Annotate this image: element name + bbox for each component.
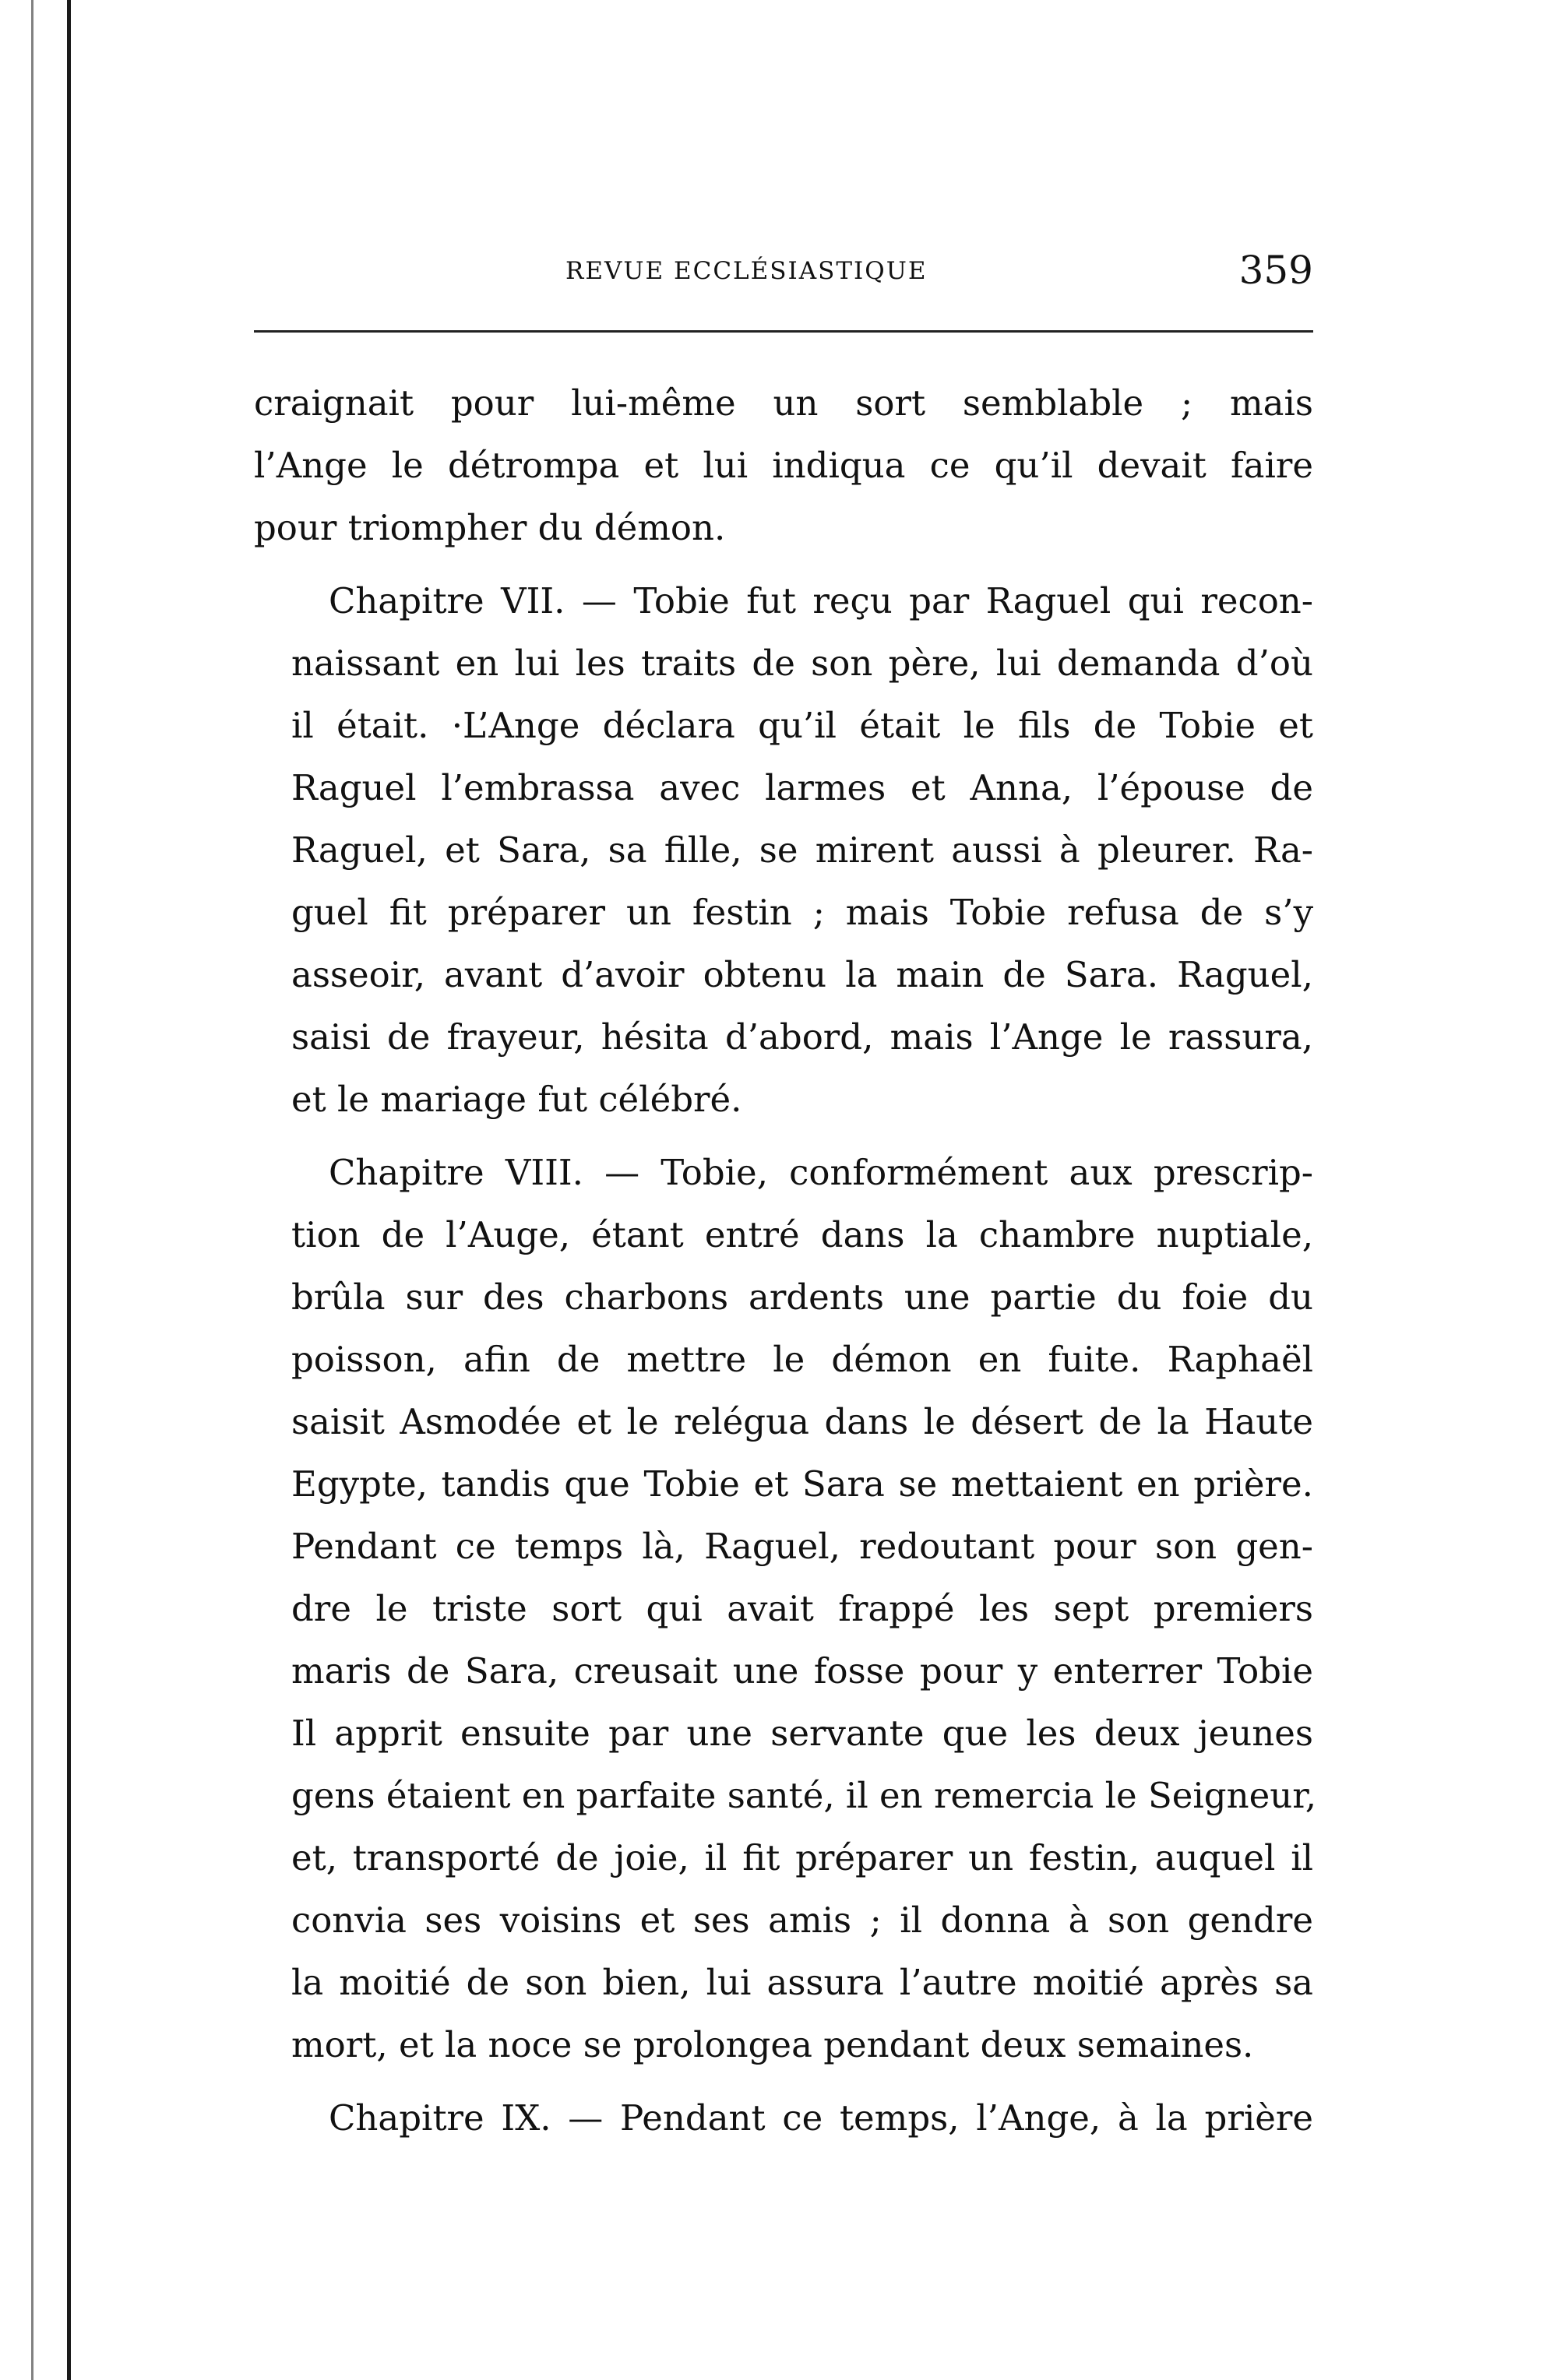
text-line: la moitié de son bien, lui assura l’autre moitié après sa [291,1962,1313,2003]
text-line: Raguel l’embrassa avec larmes et Anna, l’épouse de [291,767,1313,808]
text-line: guel fit préparer un festin ; mais Tobie refusa de s’y [291,892,1313,933]
text-line: Chapitre VII. — Tobie fut reçu par Raguel qui recon- [329,580,1313,621]
page-number: 359 [1238,248,1313,293]
text-line: et le mariage fut célébré. [291,1079,742,1120]
text-line: asseoir, avant d’avoir obtenu la main de Sara. Raguel, [291,954,1313,995]
text-line: brûla sur des charbons ardents une partie du foie du [291,1276,1313,1318]
text-line: poisson, afin de mettre le démon en fuite. Raphaël [291,1339,1313,1380]
binding-edge-line [67,0,71,2380]
text-line: et, transporté de joie, il fit préparer un festin, auquel il [291,1837,1313,1878]
text-line: naissant en lui les traits de son père, lui demanda d’où [291,643,1313,684]
text-line: tion de l’Auge, étant entré dans la chambre nuptiale, [291,1214,1313,1255]
text-line: Raguel, et Sara, sa fille, se mirent aussi à pleurer. Ra- [291,829,1313,871]
text-line: saisi de frayeur, hésita d’abord, mais l’Ange le rassura, [291,1016,1313,1058]
text-line: Pendant ce temps là, Raguel, redoutant pour son gen- [291,1526,1313,1567]
paragraph-chapitre-ix [254,2087,1313,2149]
text-line: Egypte, tandis que Tobie et Sara se mettaient en prière. [291,1463,1313,1505]
paragraph-chapitre-vii [254,570,1313,1131]
text-line: l’Ange le détrompa et lui indiqua ce qu’il devait faire [254,445,1313,486]
text-line: saisit Asmodée et le relégua dans le désert de la Haute [291,1401,1313,1442]
text-line: craignait pour lui-même un sort semblable ; mais [254,382,1313,424]
text-line: pour triompher du démon. [254,507,726,548]
running-head [254,248,1313,302]
text-line: Chapitre VIII. — Tobie, conformément aux prescrip- [329,1152,1313,1193]
text-line: maris de Sara, creusait une fosse pour y enterrer Tobie [291,1650,1313,1692]
text-line: dre le triste sort qui avait frappé les sept premiers [291,1588,1313,1629]
text-line: mort, et la noce se prolongea pendant deux semaines. [291,2024,1254,2065]
header-rule [254,330,1313,333]
text-line: convia ses voisins et ses amis ; il donna à son gendre [291,1899,1313,1941]
running-title: REVUE ECCLÉSIASTIQUE [565,257,928,285]
binding-edge-line [31,0,33,2380]
text-line: Chapitre IX. — Pendant ce temps, l’Ange, à la prière [329,2097,1313,2139]
body-text [254,372,1317,2160]
text-line: gens étaient en parfaite santé, il en remercia le Seigneur, [291,1775,1317,1816]
text-line: il était. ·L’Ange déclara qu’il était le fils de Tobie et [291,705,1313,746]
text-line: Il apprit ensuite par une servante que les deux jeunes [291,1713,1313,1754]
paragraph [254,372,1313,559]
paragraph-chapitre-viii [254,1142,1317,2076]
